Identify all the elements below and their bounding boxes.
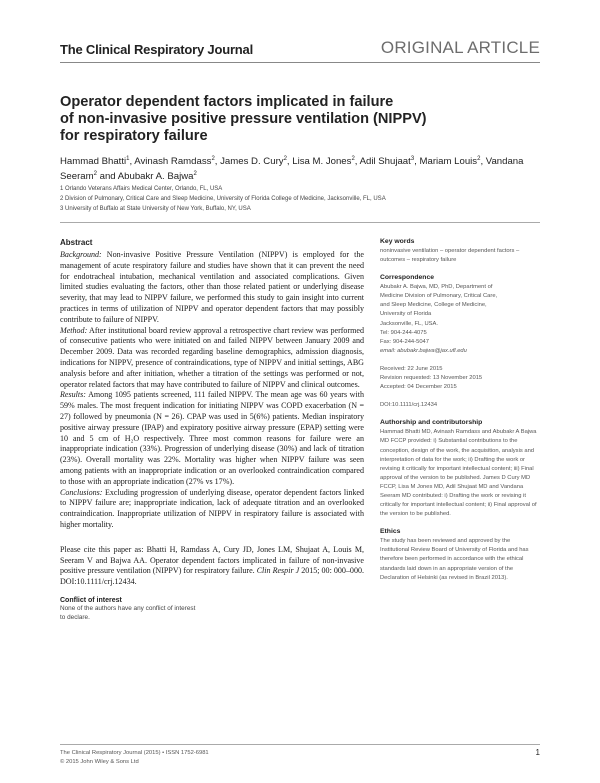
title-line: Operator dependent factors implicated in failure	[60, 94, 394, 110]
abstract-label: Conclusions:	[60, 487, 103, 497]
citation-tail: 2015; 00: 000–000. DOI:10.1111/crj.12434.	[60, 566, 365, 587]
date-revision: Revision requested: 13 November 2015	[380, 375, 483, 382]
abstract-text: Non-invasive Positive Pressure Ventilation (NIPPV) is employed for the management of acute respiratory failure and studies have shown that it can prevent the need for endotracheal intubation, mechanical ventilation and associated complications. Given limited studies evaluating the factors, other than those related patient or underlying disease severity, that may lead to NIPPV failure, we performed this study to gain insight into current practices in terms of utilization of NIPPV and operator dependent factors that may possibly contribute to failure of NIPPV.	[60, 250, 364, 324]
journal-name: The Clinical Respiratory Journal	[60, 42, 253, 57]
footer	[60, 749, 209, 766]
abstract-method	[60, 326, 364, 391]
main-column	[60, 238, 364, 622]
author-list: Hammad Bhatti$^1$, Avinash Ramdass$^2$, James D. Cury$^2$, Lisa M. Jones$^2$, Adil Shujaat$^3$, Mariam Louis$^2$, Vandana Seeram$^2$ and Abubakr A. Bajwa$^2$	[60, 156, 524, 183]
affiliation: 3 University of Buffalo at State University of New York, Buffalo, NY, USA	[60, 206, 251, 212]
ethics-heading: Ethics	[380, 528, 401, 536]
header-rule	[60, 62, 540, 63]
correspondence-email[interactable]: email: abubakr.bajwa@jax.ufl.edu	[380, 347, 467, 354]
sidebar-column	[380, 238, 540, 583]
abstract-heading: Abstract	[60, 238, 93, 247]
author-name: Vandana Seeram	[60, 156, 524, 183]
conflict-text: None of the authors have any conflict of interest to declare.	[60, 604, 196, 622]
correspondence-line: Tel: 904-244-4075	[380, 329, 427, 336]
author-name: Mariam Louis	[419, 156, 478, 168]
abstract-label: Method:	[60, 325, 88, 335]
correspondence-line: University of Florida	[380, 311, 432, 318]
date-received: Received: 22 June 2015	[380, 365, 443, 372]
abstract-label: Background:	[60, 250, 102, 259]
author-affiliation-mark: 2	[351, 156, 355, 162]
abstract-text: Among 1095 patients screened, 111 failed NIPPV. The mean age was 60 years with 59% males. The most frequent indication for initiating NIPPV was COPD exacerbation (N = 27) followed by pneumonia (N = 26). CPAP was used in 5(6%) patients. Median inspiratory positive airway pressure (IPAP) and expiratory positive airway pressure (EPAP) setting were 10 and 5 cm of H₂O respectively. Three most common reasons for failure were an inappropriate indication (33%). Progression of underlying disease (30%) and lack of titration (23%). Overall mortality was 22%. Mortality was higher when NIPPV failure was seen among patients with an inappropriate indication or an overlooked contraindication compared to those with an appropriate indication (27% vs 17%).	[60, 390, 364, 486]
citation-text: Please cite this paper as: Bhatti H, Ramdass A, Cury JD, Jones LM, Shujaat A, Louis M, Seeram V and Bajwa AA. Operator dependent factors implicated in failure of non-invasive positive pressure ventilation (NIPPV) for respiratory failure.	[60, 544, 364, 576]
abstract-label: Results:	[60, 390, 86, 400]
doi[interactable]: DOI:10.1111/crj.12434	[380, 402, 438, 409]
citation-journal: Clin Respir J	[256, 566, 300, 576]
author-affiliation-mark: 2	[93, 171, 97, 178]
abstract-results	[60, 390, 364, 487]
author-name: Lisa M. Jones	[292, 156, 352, 168]
correspondence-line: and Sleep Medicine, College of Medicine,	[380, 302, 487, 309]
section-rule	[60, 222, 540, 223]
footer-issn: The Clinical Respiratory Journal (2015) • ISSN 1752-6981	[60, 750, 209, 756]
correspondence-heading: Correspondence	[380, 274, 435, 282]
article-dates	[380, 365, 540, 392]
correspondence	[380, 283, 540, 356]
author-affiliation-mark: 1	[126, 156, 130, 162]
author-name: Abubakr A. Bajwa	[117, 171, 194, 183]
abstract-text: After institutional board review approval a retrospective chart review was performed of consecutive patients who were initiated on and failed NIPPV between January 2009 and December 2009. Data was recorded regarding baseline demographics, admission diagnosis, indications for NIPPV, presence of contraindications, type of NIPPV and initial settings, ABG analysis before and after initiation, whether a titration of the settings was performed or not, operator related factors that may have contributed to failure of NIPPV and clinical outcomes.	[60, 325, 364, 389]
date-accepted: Accepted: 04 December 2015	[380, 384, 457, 391]
affiliation: 1 Orlando Veterans Affairs Medical Center, Orlando, FL, USA	[60, 186, 223, 192]
article-type: ORIGINAL ARTICLE	[380, 38, 540, 57]
title-line: of non-invasive positive pressure ventilation (NIPPV)	[60, 111, 427, 127]
article-title	[60, 94, 530, 145]
abstract-conclusions	[60, 488, 364, 531]
ethics-text: The study has been reviewed and approved by the Institutional Review Board of University of Florida and has therefore been performed in accordance with the ethical standards laid down in an appropriate version of the Declaration of Helsinki (as revised in Brazil 2013).	[380, 538, 529, 581]
author-name: James D. Cury	[220, 156, 284, 168]
keywords-heading: Key words	[380, 238, 415, 245]
abstract-background	[60, 250, 364, 326]
author-affiliation-mark: 3	[410, 156, 415, 162]
author-name: Hammad Bhatti	[60, 156, 127, 168]
author-name: Adil Shujaat	[359, 156, 411, 168]
author-affiliation-mark: 2	[283, 156, 287, 162]
affiliation: 2 Division of Pulmonary, Critical Care and Sleep Medicine, University of Florida College of Medicine, Jacksonville, FL, USA	[60, 196, 386, 202]
footer-copyright: © 2015 John Wiley & Sons Ltd	[60, 758, 139, 765]
page-number: 1	[535, 748, 540, 757]
contrib-text: Hammad Bhatti MD, Avinash Ramdass and Abubakr A Bajwa MD FCCP provided: i) Substantial contributions to the conception, design of the work, the acquisition, analysis and interpretation of data for the work; ii) Drafting the work or revising it critically for important intellectual content; iii) Final approval of the version to be published. James D Cury MD FCCP, Lisa M Jones MD, Adil Shujaat MD and Vandana Seeram MD contributed: i) Drafting the work or revising it critically for important intellectual content; ii) Final approval of the version to be published.	[380, 429, 537, 518]
conflict-heading: Conflict of interest	[60, 596, 122, 604]
footer-rule	[60, 744, 540, 745]
correspondence-line: Abubakr A. Bajwa, MD, PhD, Department of	[380, 284, 493, 291]
correspondence-line: Medicine Division of Pulmonary, Critical Care,	[380, 293, 498, 300]
author-affiliation-mark: 2	[477, 156, 481, 162]
abstract	[60, 250, 364, 531]
author-name: Avinash Ramdass	[134, 156, 212, 168]
affiliations	[60, 184, 540, 214]
keywords: noninvasive ventilation – operator dependent factors – outcomes – respiratory failure	[380, 248, 520, 264]
correspondence-line: Fax: 904-244-5047	[380, 338, 429, 345]
author-affiliation-mark: 2	[193, 171, 197, 178]
correspondence-line: Jacksonville, FL, USA.	[380, 320, 438, 327]
citation	[60, 545, 364, 588]
author-affiliation-mark: 2	[211, 156, 215, 162]
contrib-heading: Authorship and contributorship	[380, 419, 483, 427]
title-line: for respiratory failure	[60, 128, 208, 144]
abstract-text: Excluding progression of underlying disease, operator dependent factors linked to NIPPV failure are; inappropriate indication, lack of adequate titration and an overlooked contraindication. Inappropriate utilization of NIPPV in respiratory failure is associated with higher mortality.	[60, 487, 364, 529]
